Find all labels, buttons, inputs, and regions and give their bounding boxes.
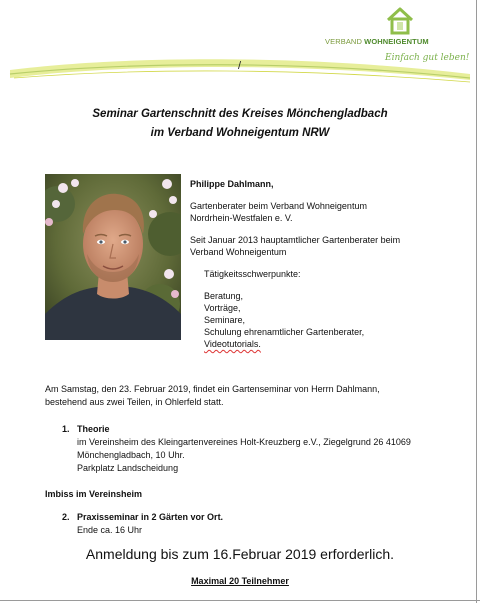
header-separator: / [238, 60, 242, 72]
program-part-1 [62, 423, 452, 475]
profile-since-line-2: Verband Wohneigentum [190, 247, 287, 257]
program-part-2 [62, 511, 452, 537]
focus-item: Beratung, [204, 291, 244, 301]
part-1-heading: Theorie [77, 424, 110, 434]
focus-item: Vorträge, [204, 303, 241, 313]
part-1-line-2: Mönchengladbach, 10 Uhr. [77, 450, 185, 460]
page-edge-bottom [0, 600, 480, 601]
profile-name: Philippe Dahlmann, [190, 179, 274, 189]
title-line-1: Seminar Gartenschnitt des Kreises Mönchengladbach [92, 108, 388, 120]
focus-item: Seminare, [204, 315, 246, 325]
part-2-heading: Praxisseminar in 2 Gärten vor Ort. [77, 512, 224, 522]
max-participants: Maximal 20 Teilnehmer [191, 576, 289, 586]
logo-prefix: VERBAND [325, 37, 362, 46]
profile-role-line-1: Gartenberater beim Verband Wohneigentum [190, 201, 367, 211]
intro-line-1: Am Samstag, den 23. Februar 2019, findet ein Gartenseminar von Herrn Dahlmann, [45, 384, 380, 394]
logo-wordmark [325, 37, 429, 46]
focus-heading: Tätigkeitsschwerpunkte: [204, 269, 301, 279]
part-1-line-1: im Vereinsheim des Kleingartenvereines Holt-Kreuzberg e.V., Ziegelgrund 26 41069 [77, 437, 411, 447]
focus-list [204, 290, 450, 350]
portrait-photo [45, 174, 181, 340]
logo-name: WOHNEIGENTUM [364, 37, 429, 46]
intro-line-2: bestehend aus zwei Teilen, in Ohlerfeld statt. [45, 396, 224, 407]
imbiss-note: Imbiss im Vereinsheim [45, 489, 143, 499]
part-2-line-1: Ende ca. 16 Uhr [77, 525, 143, 535]
focus-item: Videotutorials. [204, 339, 261, 349]
part-1-line-3: Parkplatz Landscheidung [77, 463, 179, 473]
profile-bio [190, 178, 450, 350]
part-1-number: 1. [62, 424, 70, 434]
profile-role-line-2: Nordrhein-Westfalen e. V. [190, 213, 293, 223]
verband-logo [325, 7, 470, 67]
part-2-number: 2. [62, 512, 70, 522]
logo-slogan: Einfach gut leben! [385, 53, 470, 63]
profile-since-line-1: Seit Januar 2013 hauptamtlicher Gartenberater beim [190, 235, 401, 245]
registration-notice: Anmeldung bis zum 16.Februar 2019 erforderlich. [85, 546, 395, 562]
page-edge-right [476, 0, 477, 603]
house-icon [385, 7, 415, 35]
intro-paragraph [45, 383, 455, 408]
document-title [0, 105, 480, 143]
title-line-2: im Verband Wohneigentum NRW [150, 127, 330, 139]
focus-item: Schulung ehrenamtlicher Gartenberater, [204, 327, 365, 337]
